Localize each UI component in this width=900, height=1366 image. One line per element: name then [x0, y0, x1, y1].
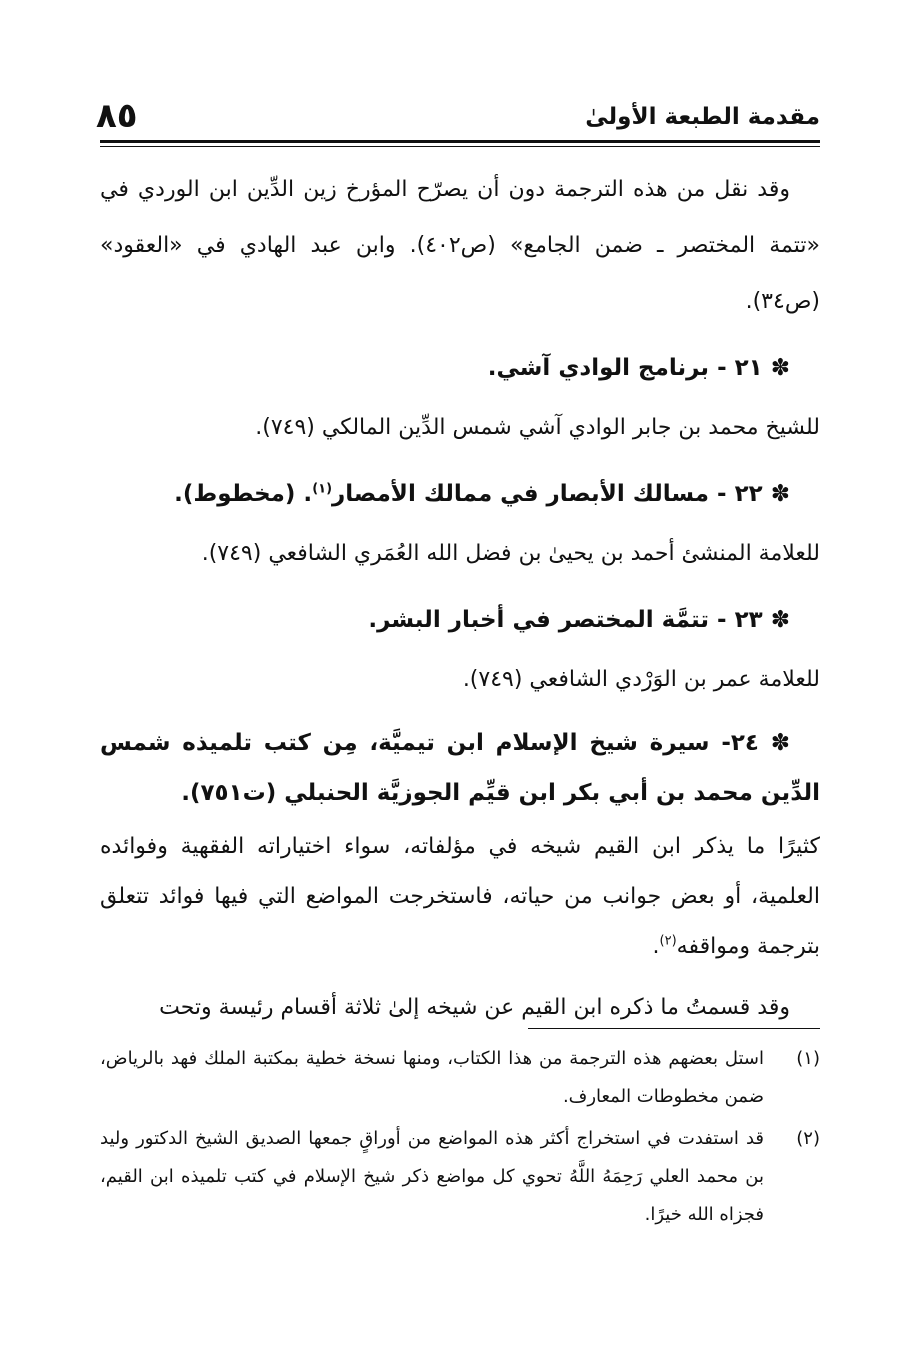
- page-header: [80, 96, 820, 140]
- entry-23-author: للعلامة عمر بن الوَرْدي الشافعي (٧٤٩).: [462, 667, 820, 692]
- entry-21-author: للشيخ محمد بن جابر الوادي آشي شمس الدِّين المالكي (٧٤٩).: [255, 415, 820, 440]
- footnotes: [100, 1040, 820, 1238]
- closing-paragraph: وقد قسمتُ ما ذكره ابن القيم عن شيخه إلىٰ ثلاثة أقسام رئيسة وتحت: [159, 995, 790, 1020]
- book-page: [80, 0, 820, 1366]
- entry-23-title: [100, 592, 820, 648]
- footnote-number: (٢): [796, 1128, 820, 1149]
- footnote-text: قد استفدت في استخراج أكثر هذه المواضع من أوراقٍ جمعها الصديق الشيخ الدكتور وليد بن محمد العلي رَحِمَهُ اللَّهُ تحوي كل مواضع ذكر شيخ الإسلام في كتب تلميذه ابن القيم، فجزاه الله خيرًا.: [100, 1128, 764, 1225]
- header-rule-thick: [100, 140, 820, 143]
- footnote-number: (١): [796, 1048, 820, 1069]
- footnote-ref-1[interactable]: (١): [312, 481, 333, 497]
- main-text: [100, 162, 820, 1036]
- footnote-text: استل بعضهم هذه الترجمة من هذا الكتاب، ومنها نسخة خطية بمكتبة الملك فهد بالرياض، ضمن مخطوطات المعارف.: [100, 1048, 764, 1107]
- entry-title-text: ٢٣ - تتمَّة المختصر في أخبار البشر.: [368, 607, 763, 633]
- entry-title-suffix: . (مخطوط).: [174, 481, 313, 507]
- asterisk-icon: ✽: [770, 355, 790, 381]
- entry-24-title: [100, 718, 820, 818]
- entry-24-description: كثيرًا ما يذكر ابن القيم شيخه في مؤلفاته، سواء اختياراته الفقهية وفوائده العلمية، أو بعض جوانب من حياته، فاستخرجت المواضع التي فيها فوائد تتعلق بترجمة ومواقفه$^{(٢)}$.: [100, 834, 820, 959]
- header-rule-thin: [100, 146, 820, 147]
- footnote-separator: [528, 1028, 820, 1029]
- entry-title-text: ٢١ - برنامج الوادي آشي.: [487, 355, 763, 381]
- intro-paragraph: وقد نقل من هذه الترجمة دون أن يصرّح المؤرخ زين الدِّين ابن الوردي في «تتمة المختصر ـ ضمن الجامع» (ص٤٠٢). وابن عبد الهادي في «العقود» (ص٣٤).: [100, 177, 820, 314]
- footnote-1: [100, 1040, 820, 1116]
- running-title: مقدمة الطبعة الأولىٰ: [585, 104, 820, 130]
- page-number: ٨٥: [96, 96, 138, 136]
- entry-title-text: ٢٢ - مسالك الأبصار في ممالك الأمصار: [332, 481, 763, 507]
- asterisk-icon: ✽: [770, 607, 790, 633]
- entry-21-title: [100, 340, 820, 396]
- asterisk-icon: ✽: [770, 730, 790, 756]
- entry-22-title: [100, 466, 820, 522]
- asterisk-icon: ✽: [770, 481, 790, 507]
- footnote-ref-2[interactable]: (٢): [659, 933, 677, 949]
- entry-title-text: ٢٤- سيرة شيخ الإسلام ابن تيميَّة، مِن كتب تلميذه شمس الدِّين محمد بن أبي بكر ابن قيِّم الجوزيَّة الحنبلي (ت٧٥١).: [100, 730, 820, 806]
- footnote-2: [100, 1120, 820, 1234]
- entry-22-author: للعلامة المنشئ أحمد بن يحيىٰ بن فضل الله العُمَري الشافعي (٧٤٩).: [201, 541, 820, 566]
